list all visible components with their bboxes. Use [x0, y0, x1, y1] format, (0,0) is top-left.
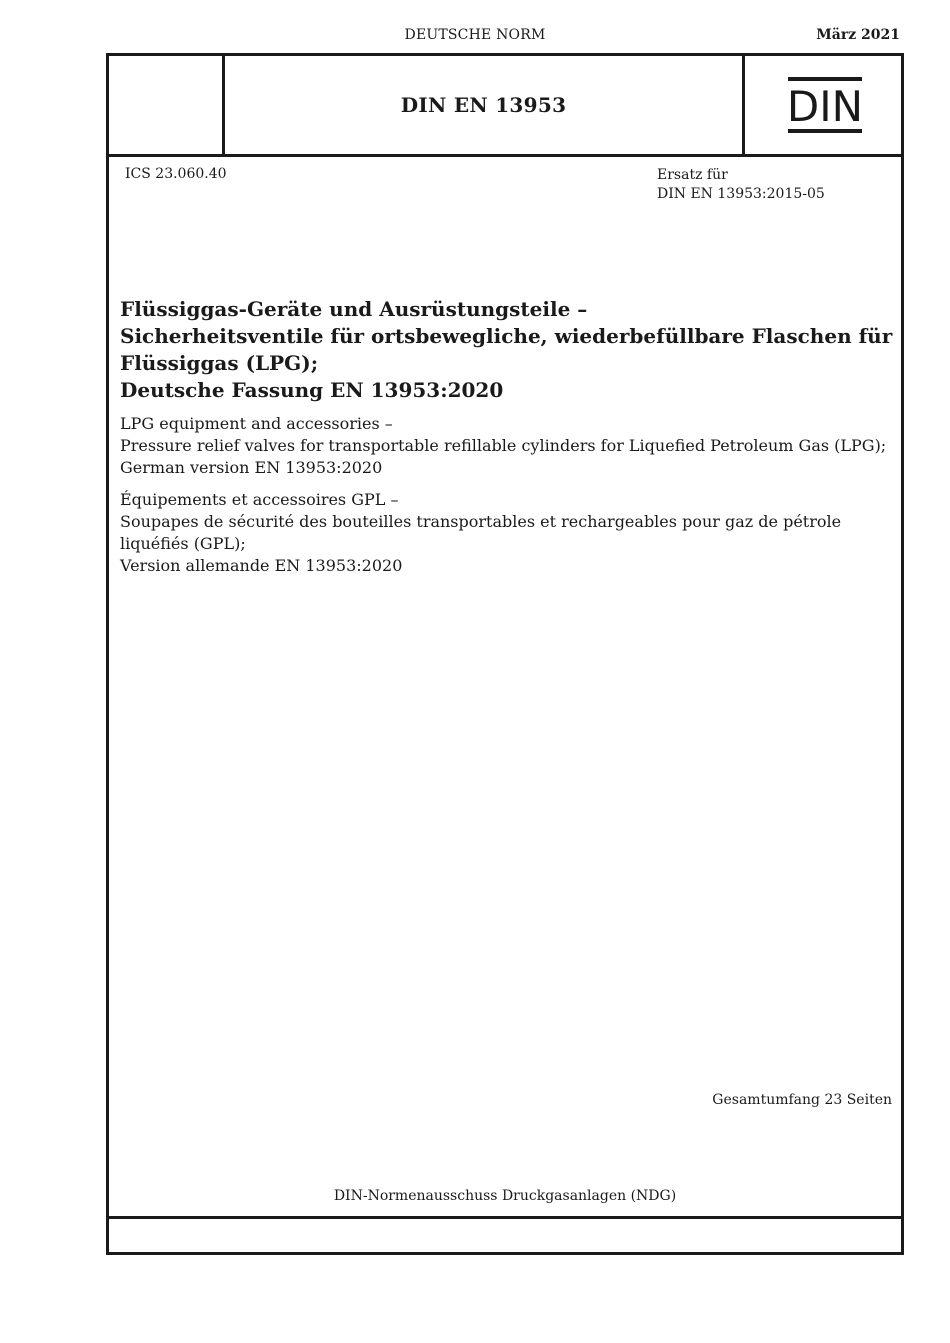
german-title-line: Sicherheitsventile für ortsbewegliche, wiederbefüllbare Flaschen für: [120, 324, 893, 348]
english-title-line: Pressure relief valves for transportable refillable cylinders for Liquefied Petroleum Gas (LPG);: [120, 436, 887, 455]
standard-number: DIN EN 13953: [400, 93, 567, 117]
page-count: Gesamtumfang 23 Seiten: [712, 1092, 892, 1108]
committee-name: DIN-Normenausschuss Druckgasanlagen (NDG): [333, 1188, 677, 1204]
french-title-line: liquéfiés (GPL);: [120, 534, 246, 553]
french-title: [120, 489, 895, 577]
german-title: [120, 296, 893, 404]
document-type-label: DEUTSCHE NORM: [404, 27, 546, 43]
french-title-line: Version allemande EN 13953:2020: [120, 556, 403, 575]
cover-frame: [106, 53, 904, 1255]
english-title-line: German version EN 13953:2020: [120, 458, 383, 477]
english-title-line: LPG equipment and accessories –: [120, 414, 393, 433]
replaces-label: Ersatz für: [657, 167, 728, 183]
german-title-line: Deutsche Fassung EN 13953:2020: [120, 378, 504, 402]
header-row: [109, 56, 901, 157]
english-title: [120, 413, 895, 479]
replaces-block: [657, 166, 825, 204]
footer-divider: [109, 1216, 901, 1219]
german-title-line: Flüssiggas (LPG);: [120, 351, 319, 375]
din-logo-icon: [787, 77, 863, 133]
replaces-value: DIN EN 13953:2015-05: [657, 186, 825, 202]
header-left-cell: [109, 56, 225, 154]
german-title-line: Flüssiggas-Geräte und Ausrüstungsteile –: [120, 297, 588, 321]
french-title-line: Équipements et accessoires GPL –: [120, 490, 399, 509]
ics-code: ICS 23.060.40: [125, 166, 227, 182]
din-logo-text: DIN: [787, 82, 863, 131]
publication-date: März 2021: [816, 27, 900, 43]
french-title-line: Soupapes de sécurité des bouteilles transportables et rechargeables pour gaz de pétrole: [120, 512, 842, 531]
